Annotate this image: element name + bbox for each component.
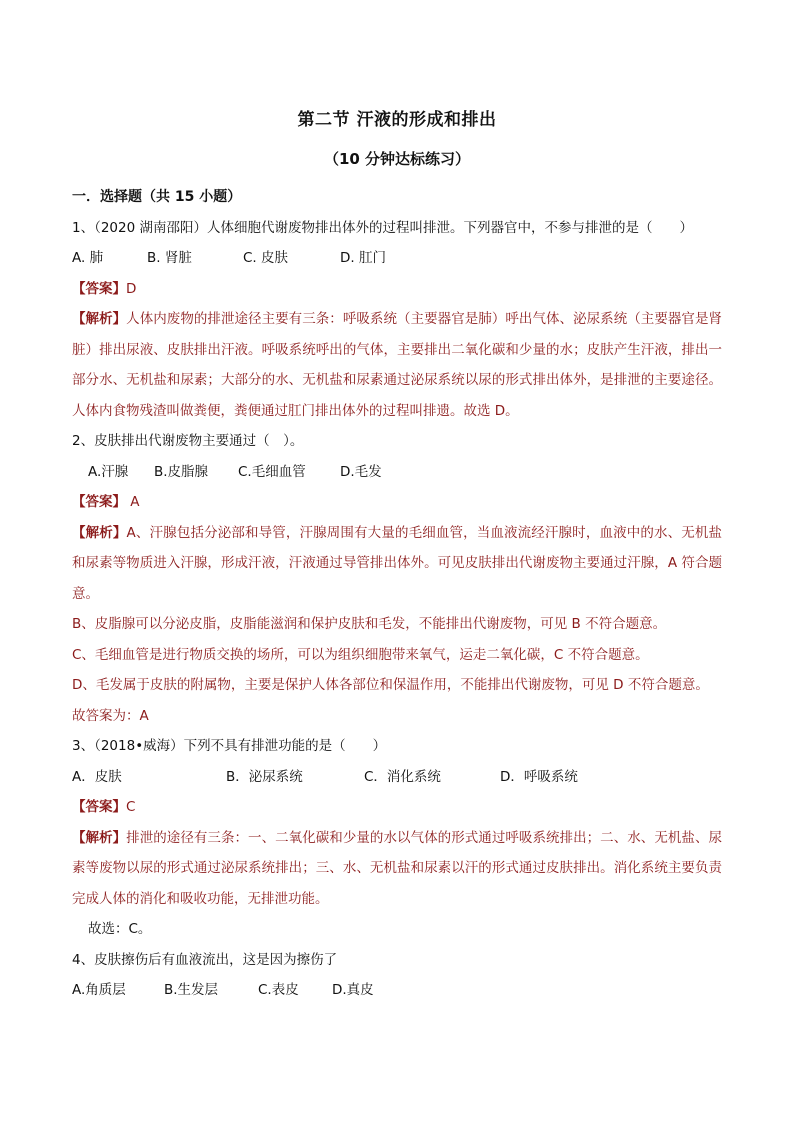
q1-explanation bbox=[72, 304, 722, 426]
q1-exp-tag: 【解析】 bbox=[72, 311, 127, 327]
q4-option-b: B.生发层 bbox=[164, 982, 219, 998]
q1-stem: 1、（2020 湖南邵阳）人体细胞代谢废物排出体外的过程叫排泄。下列器官中，不参与排泄的是（ ） bbox=[72, 219, 693, 236]
q2-exp-c: C、毛细血管是进行物质交换的场所，可以为组织细胞带来氧气，运走二氧化碳，C 不符合题意。 bbox=[72, 646, 649, 663]
page-subtitle: （10 分钟达标练习） bbox=[323, 150, 471, 168]
q2-answer-value: A bbox=[130, 494, 140, 510]
q4-option-a: A.角质层 bbox=[72, 982, 126, 998]
q2-answer bbox=[72, 487, 722, 518]
q3-stem: 3、（2018•威海）下列不具有排泄功能的是（ ） bbox=[72, 738, 387, 754]
q2-option-a: A.汗腺 bbox=[88, 463, 129, 480]
q2-option-c: C.毛细血管 bbox=[238, 463, 306, 480]
q2-exp-tag: 【解析】 bbox=[72, 524, 127, 541]
q3-answer-tag: 【答案】 bbox=[72, 799, 126, 815]
q4-options bbox=[72, 975, 722, 1006]
q4-option-d: D.真皮 bbox=[332, 982, 374, 998]
q2-exp-text: A、汗腺包括分泌部和导管，汗腺周围有大量的毛细血管，当血液流经汗腺时，血液中的水、无机盐和尿素等物质进入汗腺，形成汗液，汗液通过导管排出体外。可见皮肤排出代谢废物主要通过汗腺，A 符合题意。 bbox=[72, 524, 723, 602]
page-title: 第二节 汗液的形成和排出 bbox=[297, 110, 497, 130]
q3-answer bbox=[72, 792, 722, 823]
q2-exp-d: D、毛发属于皮肤的附属物，主要是保护人体各部位和保温作用，不能排出代谢废物，可见 D 不符合题意。 bbox=[72, 677, 709, 693]
q3-option-d: D．呼吸系统 bbox=[500, 768, 578, 785]
q2-option-b: B.皮脂腺 bbox=[154, 463, 209, 480]
q3-answer-value: C bbox=[126, 799, 136, 815]
q1-option-d: D. 肛门 bbox=[340, 250, 386, 266]
q1-option-a: A. 肺 bbox=[72, 250, 104, 266]
q4-stem: 4、皮肤擦伤后有血液流出，这是因为擦伤了 bbox=[72, 951, 338, 968]
q3-exp-tag: 【解析】 bbox=[72, 829, 127, 846]
q3-conclusion: 故选：C。 bbox=[88, 921, 152, 937]
q2-option-d: D.毛发 bbox=[340, 463, 382, 480]
q1-exp-text: 人体内废物的排泄途径主要有三条：呼吸系统（主要器官是肺）呼出气体、泌尿系统（主要器官是肾脏）排出尿液、皮肤排出汗液。呼吸系统呼出的气体，主要排出二氧化碳和少量的水；皮肤产生汗液，排出一部分水、无机盐和尿素；大部分的水、无机盐和尿素通过泌尿系统以尿的形式排出体外，是排泄的主要途径。人体内食物残渣叫做粪便，粪便通过肛门排出体外的过程叫排遗。故选 D。 bbox=[72, 311, 723, 419]
q2-answer-tag: 【答案】 bbox=[72, 494, 126, 510]
q3-options bbox=[72, 762, 722, 793]
q3-option-c: C．消化系统 bbox=[364, 768, 441, 785]
q1-answer-tag: 【答案】 bbox=[72, 280, 126, 297]
document-content bbox=[72, 182, 722, 1006]
q1-answer-value: D bbox=[126, 280, 137, 297]
section-heading: 一．选择题（共 15 小题） bbox=[72, 189, 242, 205]
q3-explanation bbox=[72, 823, 722, 915]
q1-option-c: C. 皮肤 bbox=[243, 250, 289, 266]
q3-option-a: A．皮肤 bbox=[72, 768, 122, 785]
q2-stem: 2、皮肤排出代谢废物主要通过（ ）。 bbox=[72, 433, 304, 449]
q1-options bbox=[72, 243, 722, 274]
q2-options bbox=[72, 457, 722, 488]
q1-option-b: B. 肾脏 bbox=[147, 250, 192, 266]
q4-option-c: C.表皮 bbox=[258, 982, 299, 998]
q2-explanation bbox=[72, 518, 722, 610]
q3-exp-text: 排泄的途径有三条：一、二氧化碳和少量的水以气体的形式通过呼吸系统排出；二、水、无机盐、尿素等废物以尿的形式通过泌尿系统排出；三、水、无机盐和尿素以汗的形式通过皮肤排出。消化系统主要负责完成人体的消化和吸收功能，无排泄功能。 bbox=[72, 829, 723, 907]
q2-conclusion: 故答案为：A bbox=[72, 707, 149, 724]
q1-answer bbox=[72, 274, 722, 305]
q3-option-b: B．泌尿系统 bbox=[226, 768, 303, 785]
q2-exp-b: B、皮脂腺可以分泌皮脂，皮脂能滋润和保护皮肤和毛发，不能排出代谢废物，可见 B 不符合题意。 bbox=[72, 616, 667, 632]
